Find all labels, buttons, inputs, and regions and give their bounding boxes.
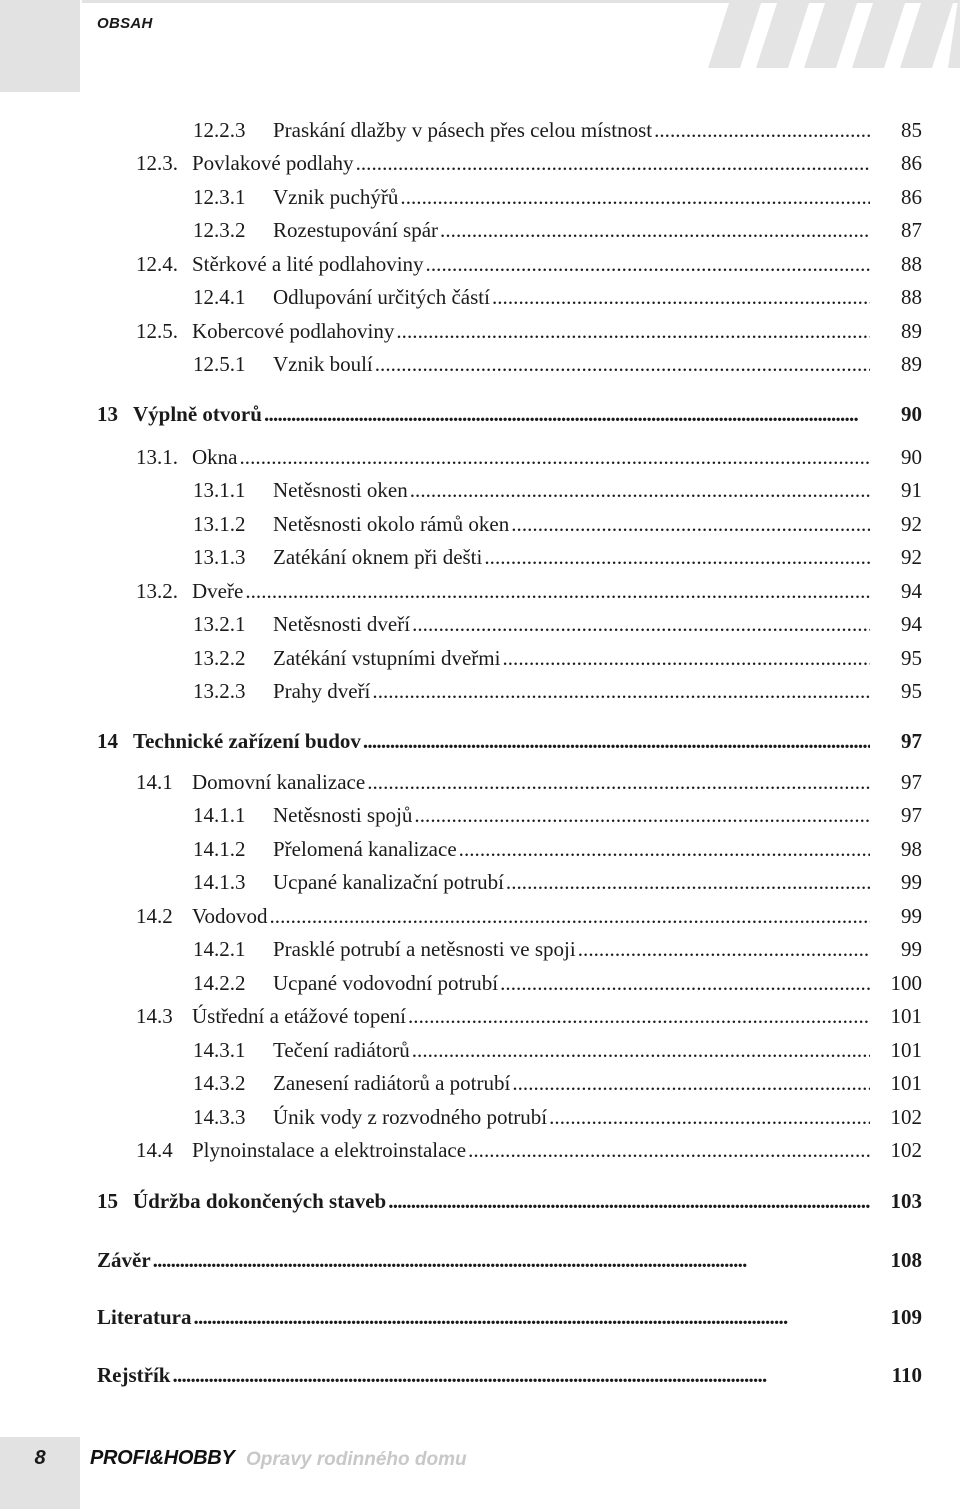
- toc-entry: [0, 932, 922, 966]
- toc-entry-number: 14.3.3: [193, 1105, 246, 1129]
- toc-entry-page: 88: [901, 252, 922, 276]
- toc-entry: [0, 507, 922, 541]
- toc-entry-number: 13.1.: [136, 445, 178, 469]
- dot-leader: [512, 1066, 870, 1100]
- toc-entry-title: Tečení radiátorů: [273, 1038, 410, 1062]
- toc-entry: [0, 314, 922, 348]
- toc-entry-page: 101: [890, 1004, 922, 1028]
- dot-leader: [414, 798, 870, 832]
- toc-entry: [0, 113, 922, 147]
- toc-entry-page: 85: [901, 118, 922, 142]
- dot-leader: [367, 765, 870, 799]
- dot-leader: [484, 540, 870, 574]
- dot-leader: [459, 832, 870, 866]
- toc-entry: [0, 674, 922, 708]
- toc-entry-title: Prahy dveří: [273, 679, 371, 703]
- toc-entry-title: Povlakové podlahy: [192, 151, 354, 175]
- toc-entry: [0, 213, 922, 247]
- toc-entry-page: 102: [890, 1105, 922, 1129]
- toc-entry-page: 91: [901, 478, 922, 502]
- toc-entry-title: Odlupování určitých částí: [273, 285, 490, 309]
- toc-entry-number: 14.2: [136, 904, 173, 928]
- toc-entry-title: Ucpané vodovodní potrubí: [273, 971, 499, 995]
- toc-entry: [0, 574, 922, 608]
- dot-leader: [269, 899, 870, 933]
- toc-entry-page: 102: [890, 1138, 922, 1162]
- toc-entry-title: Kobercové podlahoviny: [192, 319, 395, 343]
- toc-entry-number: 14.4: [136, 1138, 173, 1162]
- toc-entry-title: Rejstřík: [97, 1363, 171, 1387]
- toc-entry-number: 12.5.: [136, 319, 178, 343]
- toc-entry-page: 87: [901, 218, 922, 242]
- toc-entry-title: Vznik boulí: [273, 352, 373, 376]
- dot-leader: [396, 314, 870, 348]
- toc-entry-title: Únik vody z rozvodného potrubí: [273, 1105, 548, 1129]
- dot-leader: [172, 1358, 870, 1392]
- toc-entry-title: Zatékání oknem při dešti: [273, 545, 483, 569]
- toc-entry-title: Dveře: [192, 579, 244, 603]
- toc-entry-number: 13.2.1: [193, 612, 246, 636]
- toc-entry: [0, 966, 922, 1000]
- toc-entry-title: Vodovod: [192, 904, 268, 928]
- toc-entry-number: 12.4.1: [193, 285, 246, 309]
- dot-leader: [511, 507, 870, 541]
- dot-leader: [372, 674, 870, 708]
- toc-entry: [0, 1033, 922, 1067]
- toc-entry-page: 99: [901, 937, 922, 961]
- toc-chapter-entry: [0, 397, 922, 431]
- dot-leader: [426, 247, 870, 281]
- toc-entry-title: Výplně otvorů: [133, 402, 262, 426]
- toc-entry-title: Literatura: [97, 1305, 192, 1329]
- toc-entry-title: Rozestupování spár: [273, 218, 439, 242]
- section-label: OBSAH: [97, 15, 153, 32]
- toc-entry-page: 100: [890, 971, 922, 995]
- toc-entry-page: 108: [890, 1248, 922, 1272]
- book-subtitle: Opravy rodinného domu: [246, 1449, 467, 1470]
- toc-entry-page: 103: [890, 1189, 922, 1213]
- toc-entry-title: Zanesení radiátorů a potrubí: [273, 1071, 511, 1095]
- toc-entry-page: 97: [901, 770, 922, 794]
- toc-entry: [0, 607, 922, 641]
- toc-entry-number: 14.2.2: [193, 971, 246, 995]
- toc-entry-page: 95: [901, 646, 922, 670]
- toc-entry-page: 94: [901, 579, 922, 603]
- toc-entry-number: 12.3.1: [193, 185, 246, 209]
- toc-entry-page: 89: [901, 352, 922, 376]
- toc-entry: [0, 1100, 922, 1134]
- dot-leader: [245, 574, 870, 608]
- dot-leader: [502, 641, 870, 675]
- dot-leader: [410, 473, 870, 507]
- toc-entry-title: Stěrkové a lité podlahoviny: [192, 252, 424, 276]
- dot-leader: [363, 724, 870, 758]
- toc-entry-number: 13.2.2: [193, 646, 246, 670]
- toc-chapter-entry: [0, 724, 922, 758]
- toc-entry-page: 101: [890, 1071, 922, 1095]
- toc-entry-title: Netěsnosti oken: [273, 478, 408, 502]
- toc-entry: [0, 146, 922, 180]
- toc-chapter-entry: [0, 1184, 922, 1218]
- toc-entry: [0, 999, 922, 1033]
- toc-entry: [0, 865, 922, 899]
- toc-entry-title: Zatékání vstupními dveřmi: [273, 646, 501, 670]
- toc-entry-page: 88: [901, 285, 922, 309]
- toc-entry-number: 14.2.1: [193, 937, 246, 961]
- toc-entry: [0, 765, 922, 799]
- toc-entry: [0, 347, 922, 381]
- toc-entry-page: 109: [890, 1305, 922, 1329]
- toc-entry-number: 13.2.3: [193, 679, 246, 703]
- toc-entry-number: 13.1.3: [193, 545, 246, 569]
- toc-entry-number: 12.4.: [136, 252, 178, 276]
- toc-chapter-entry: [0, 1358, 922, 1392]
- page-number: 8: [34, 1447, 46, 1469]
- toc-entry: [0, 280, 922, 314]
- toc-entry-number: 14.1.2: [193, 837, 246, 861]
- toc-entry-page: 90: [901, 445, 922, 469]
- toc-entry-number: 13: [97, 402, 118, 426]
- toc-entry-page: 97: [901, 803, 922, 827]
- toc-entry-number: 14.3: [136, 1004, 173, 1028]
- dot-leader: [412, 1033, 870, 1067]
- toc-entry-page: 90: [901, 402, 922, 426]
- toc-entry-title: Ústřední a etážové topení: [192, 1004, 406, 1028]
- toc-chapter-entry: [0, 1300, 922, 1334]
- toc-entry-page: 86: [901, 151, 922, 175]
- toc-entry-title: Netěsnosti spojů: [273, 803, 413, 827]
- toc-entry: [0, 473, 922, 507]
- dot-leader: [468, 1133, 870, 1167]
- toc-entry-title: Prasklé potrubí a netěsnosti ve spoji: [273, 937, 576, 961]
- dot-leader: [356, 146, 870, 180]
- toc-entry-title: Domovní kanalizace: [192, 770, 366, 794]
- dot-leader: [412, 607, 870, 641]
- toc-entry-page: 89: [901, 319, 922, 343]
- toc-entry-title: Praskání dlažby v pásech přes celou místnost: [273, 118, 653, 142]
- toc-entry-number: 12.3.: [136, 151, 178, 175]
- toc-entry-page: 110: [891, 1363, 922, 1387]
- toc-entry-number: 14.1.1: [193, 803, 246, 827]
- toc-entry-title: Vznik puchýřů: [273, 185, 399, 209]
- toc-entry-title: Okna: [192, 445, 238, 469]
- toc-entry-page: 99: [901, 870, 922, 894]
- dot-leader: [440, 213, 870, 247]
- dot-leader: [500, 966, 870, 1000]
- toc-entry-number: 14: [97, 729, 118, 753]
- toc-entry-title: Závěr: [97, 1248, 151, 1272]
- toc-entry-page: 94: [901, 612, 922, 636]
- toc-entry: [0, 440, 922, 474]
- dot-leader: [408, 999, 870, 1033]
- dot-leader: [492, 280, 870, 314]
- toc-entry-number: 14.3.1: [193, 1038, 246, 1062]
- dot-leader: [240, 440, 871, 474]
- toc-entry: [0, 798, 922, 832]
- page-footer: [0, 1437, 960, 1509]
- toc-entry-title: Technické zařízení budov: [133, 729, 361, 753]
- toc-entry-page: 98: [901, 837, 922, 861]
- toc-entry-number: 12.5.1: [193, 352, 246, 376]
- dot-leader: [654, 113, 870, 147]
- toc-chapter-entry: [0, 1243, 922, 1277]
- toc-entry: [0, 1066, 922, 1100]
- toc-entry-title: Netěsnosti okolo rámů oken: [273, 512, 510, 536]
- toc-entry-number: 13.2.: [136, 579, 178, 603]
- dot-leader: [400, 180, 870, 214]
- toc-entry-title: Netěsnosti dveří: [273, 612, 411, 636]
- toc-entry: [0, 641, 922, 675]
- toc-entry-title: Údržba dokončených staveb: [133, 1189, 387, 1213]
- dot-leader: [388, 1184, 870, 1218]
- dot-leader: [375, 347, 870, 381]
- toc-entry-number: 12.2.3: [193, 118, 246, 142]
- toc-entry-title: Přelomená kanalizace: [273, 837, 457, 861]
- toc-entry: [0, 899, 922, 933]
- toc-entry-number: 14.1.3: [193, 870, 246, 894]
- toc-entry-number: 13.1.1: [193, 478, 246, 502]
- toc-entry-page: 86: [901, 185, 922, 209]
- toc-entry: [0, 247, 922, 281]
- toc-entry-number: 14.3.2: [193, 1071, 246, 1095]
- toc-entry-page: 99: [901, 904, 922, 928]
- toc-entry-page: 92: [901, 512, 922, 536]
- toc-entry-page: 97: [901, 729, 922, 753]
- dot-leader: [153, 1243, 870, 1277]
- dot-leader: [578, 932, 870, 966]
- toc-entry-number: 15: [97, 1189, 118, 1213]
- toc-entry: [0, 540, 922, 574]
- toc-entry-page: 92: [901, 545, 922, 569]
- toc-entry-page: 95: [901, 679, 922, 703]
- toc-entry: [0, 1133, 922, 1167]
- toc-entry-number: 13.1.2: [193, 512, 246, 536]
- toc-entry-number: 14.1: [136, 770, 173, 794]
- dot-leader: [549, 1100, 870, 1134]
- toc-entry-number: 12.3.2: [193, 218, 246, 242]
- dot-leader: [506, 865, 870, 899]
- toc-entry-title: Plynoinstalace a elektroinstalace: [192, 1138, 467, 1162]
- toc-entry-title: Ucpané kanalizační potrubí: [273, 870, 504, 894]
- dot-leader: [193, 1300, 870, 1334]
- toc-entry: [0, 180, 922, 214]
- toc-entry-page: 101: [890, 1038, 922, 1062]
- toc-entry: [0, 832, 922, 866]
- brand-logo-text: PROFI&HOBBY: [90, 1447, 235, 1469]
- dot-leader: [264, 397, 870, 431]
